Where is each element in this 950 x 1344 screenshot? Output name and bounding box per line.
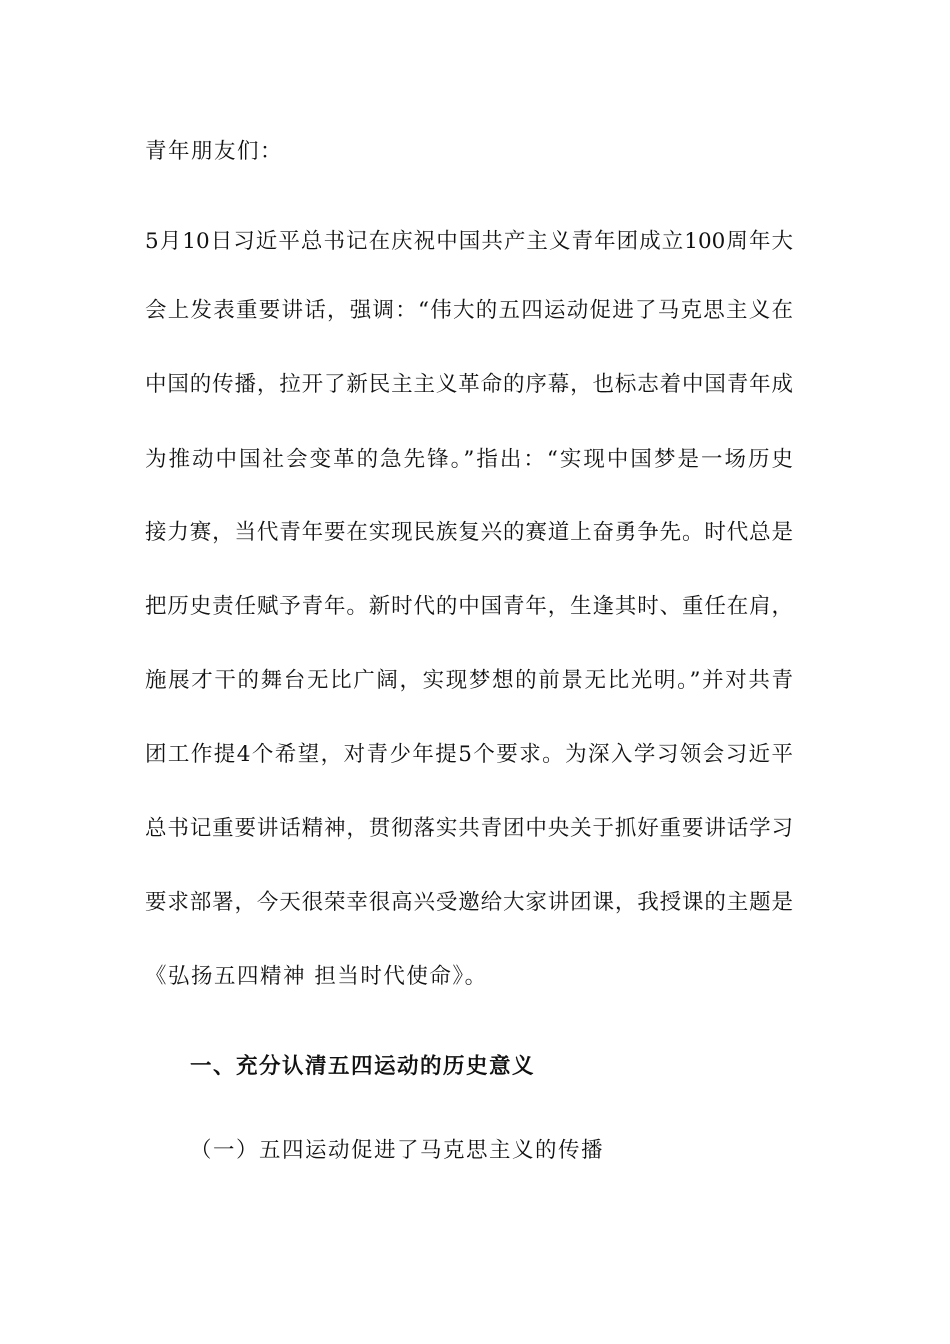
paragraph-line: 《弘扬五四精神 担当时代使命》。	[145, 964, 488, 989]
paragraph-line: 会上发表重要讲话，强调：“伟大的五四运动促进了马克思主义在	[145, 298, 793, 323]
section-heading: 一、充分认清五四运动的历史意义	[190, 1054, 536, 1079]
paragraph-line: 接力赛，当代青年要在实现民族复兴的赛道上奋勇争先。时代总是	[145, 520, 793, 545]
paragraph-line: 团工作提4个希望，对青少年提5个要求。为深入学习领会习近平	[145, 742, 793, 767]
paragraph-line: 施展才干的舞台无比广阔，实现梦想的前景无比光明。”并对共青	[145, 668, 793, 693]
paragraph-line: 5月10日习近平总书记在庆祝中国共产主义青年团成立100周年大	[145, 229, 793, 254]
paragraph-line: 把历史责任赋予青年。新时代的中国青年，生逢其时、重任在肩，	[145, 594, 793, 619]
subsection-heading: （一）五四运动促进了马克思主义的传播	[190, 1138, 605, 1163]
paragraph-line: 为推动中国社会变革的急先锋。”指出：“实现中国梦是一场历史	[145, 447, 793, 472]
paragraph-line: 总书记重要讲话精神，贯彻落实共青团中央关于抓好重要讲话学习	[145, 816, 793, 841]
paragraph-line: 要求部署，今天很荣幸很高兴受邀给大家讲团课，我授课的主题是	[145, 890, 793, 915]
greeting-line: 青年朋友们：	[145, 139, 284, 164]
paragraph-line: 中国的传播，拉开了新民主主义革命的序幕，也标志着中国青年成	[145, 372, 793, 397]
